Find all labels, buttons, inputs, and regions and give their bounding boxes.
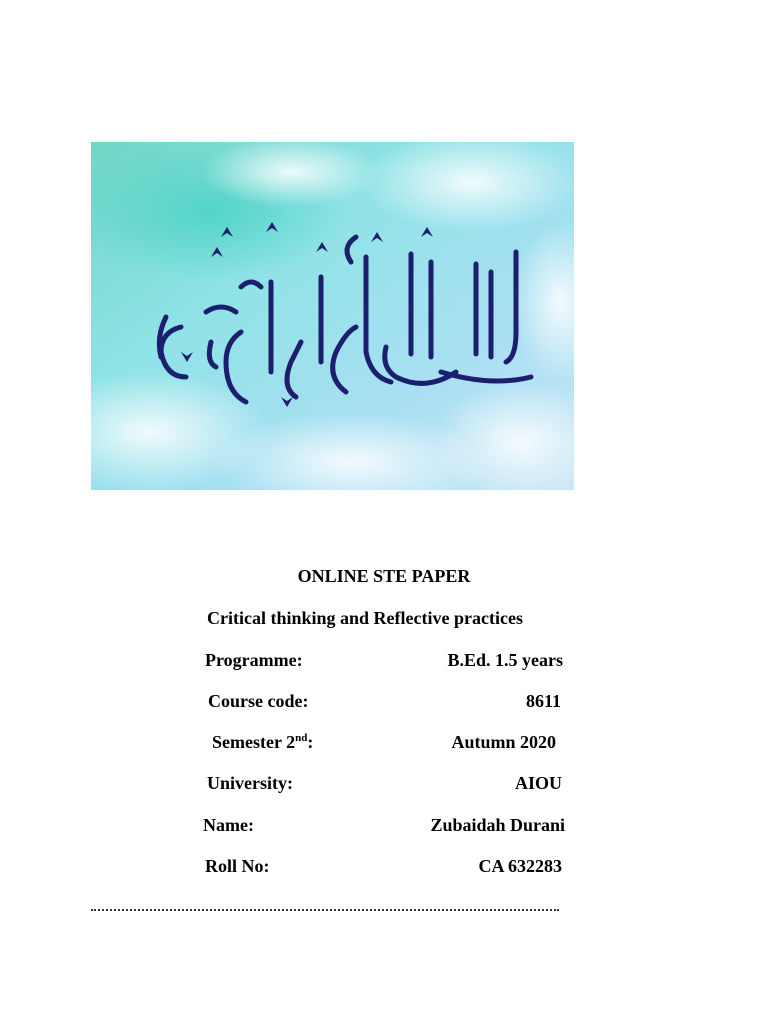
- semester-label-text: Semester 2: [212, 732, 296, 752]
- programme-value: B.Ed. 1.5 years: [447, 650, 563, 670]
- name-label: Name:: [203, 815, 254, 835]
- course-code-value: 8611: [525, 691, 561, 711]
- semester-value: Autumn 2020: [451, 732, 556, 752]
- programme-label: Programme:: [205, 650, 303, 670]
- semester-ordinal-suffix: nd: [295, 732, 308, 744]
- bismillah-calligraphy-image: [91, 142, 574, 490]
- dotted-separator: [91, 909, 559, 911]
- roll-number-label: Roll No:: [205, 856, 270, 876]
- university-value: AIOU: [514, 773, 562, 793]
- semester-label-colon: :: [307, 732, 314, 752]
- document-subtitle: Critical thinking and Reflective practices: [207, 608, 523, 628]
- course-code-label: Course code:: [208, 691, 309, 711]
- document-title: ONLINE STE PAPER: [297, 566, 471, 586]
- university-label: University:: [207, 773, 293, 793]
- roll-number-value: CA 632283: [478, 856, 562, 876]
- semester-label: [212, 732, 313, 753]
- name-value: Zubaidah Durani: [430, 815, 565, 835]
